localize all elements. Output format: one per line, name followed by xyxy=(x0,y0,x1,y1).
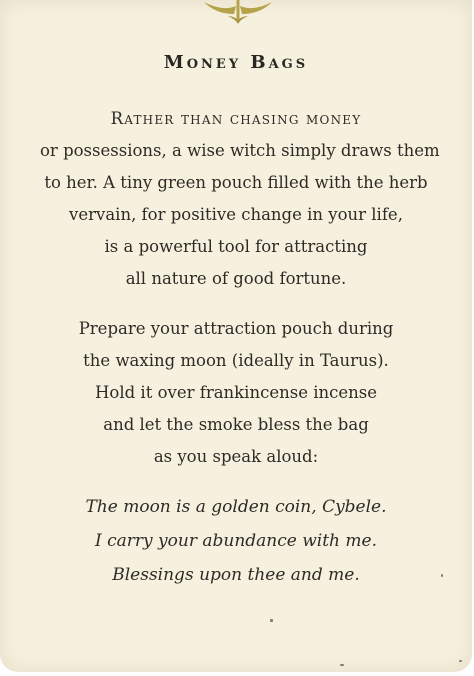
text-line: Prepare your attraction pouch during xyxy=(78,319,394,338)
text-line: all nature of good fortune. xyxy=(125,269,347,288)
chant-line: Blessings upon thee and me. xyxy=(112,565,360,585)
winged-emblem-icon xyxy=(198,0,278,26)
paper-speck xyxy=(340,664,344,666)
chant-verse xyxy=(40,490,432,592)
paper-speck xyxy=(459,660,462,662)
text-line: vervain, for positive change in your life, xyxy=(69,205,403,224)
text-line: to her. A tiny green pouch filled with the herb xyxy=(44,173,428,192)
card-title: Money Bags xyxy=(163,52,309,73)
paper-speck xyxy=(441,574,443,577)
paper-speck xyxy=(270,619,273,622)
paragraph-instructions xyxy=(40,313,432,473)
text-line: and let the smoke bless the bag xyxy=(103,415,369,434)
text-line: is a powerful tool for attracting xyxy=(104,237,368,256)
chant-line: The moon is a golden coin, Cybele. xyxy=(85,497,387,517)
text-line: or possessions, a wise witch simply draws them xyxy=(40,141,440,160)
text-line: Hold it over frankincense incense xyxy=(95,383,377,402)
paragraph-intro xyxy=(40,103,440,295)
text-line: the waxing moon (ideally in Taurus). xyxy=(83,351,389,370)
chant-line: I carry your abundance with me. xyxy=(95,531,377,551)
text-line: Rather than chasing money xyxy=(110,109,362,128)
text-line: as you speak aloud: xyxy=(153,447,319,466)
